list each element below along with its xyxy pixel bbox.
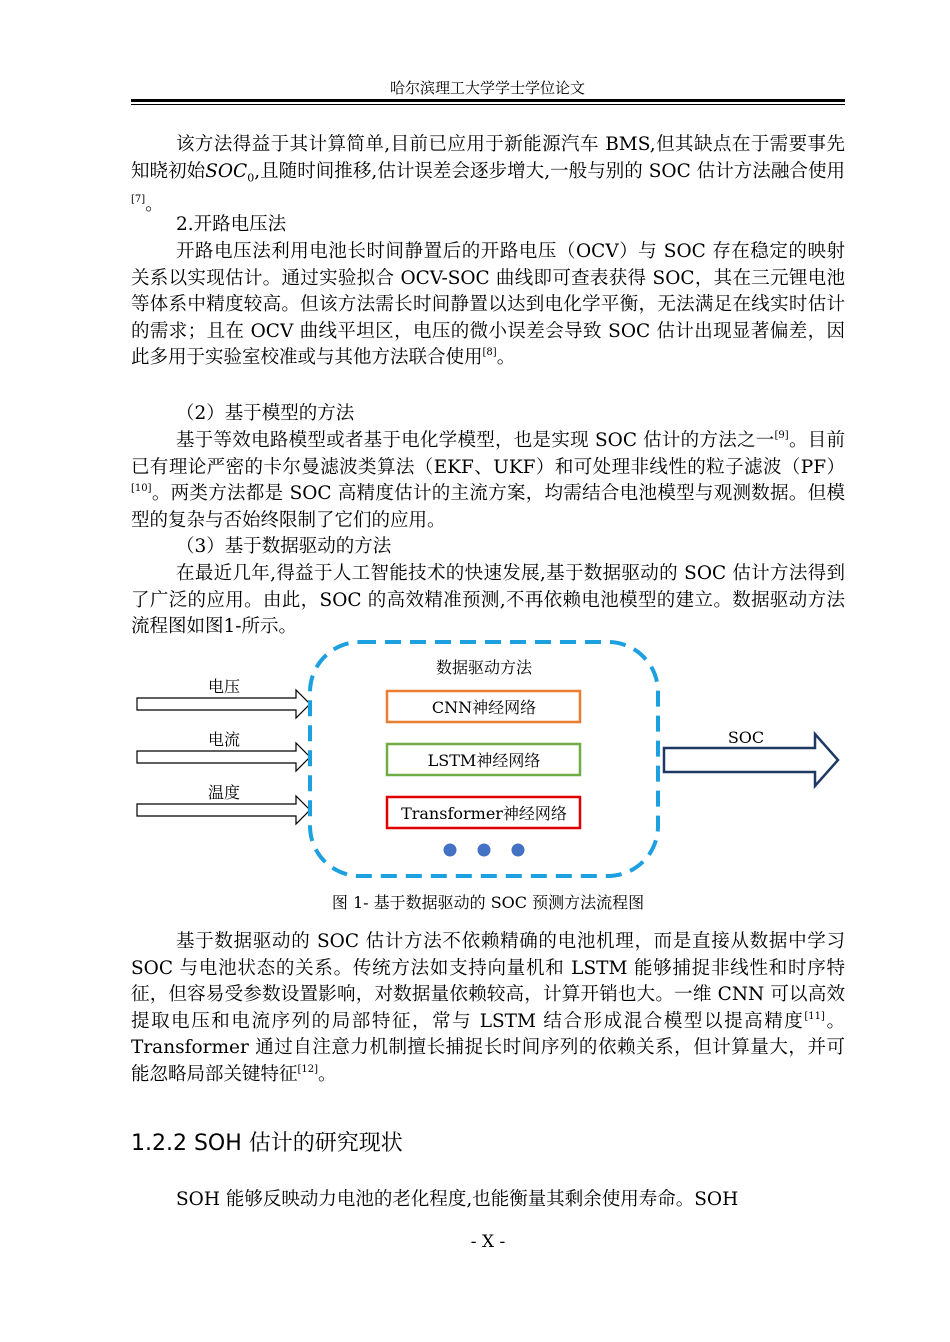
input-label-current: 电流	[207, 730, 241, 749]
figure-caption: 图 1- 基于数据驱动的 SOC 预测方法流程图	[331, 893, 645, 912]
ellipsis-dot	[478, 844, 491, 857]
citation: [10]	[131, 483, 152, 494]
paragraph-2: 开路电压法利用电池长时间静置后的开路电压（OCV）与 SOC 存在稳定的映射关系以实现估计。通过实验拟合 OCV-SOC 曲线即可查表获得 SOC，其在三元锂电池等体系中精度较高。但该方法需长时间静置以达到电化学平衡，无法满足在线实时估计的需求；且在 OCV 曲线平坦区，电压的微小误差会导致 SOC 估计出现显著偏差，因此多用于实验室校准或与其他方法联合使用[8]。	[131, 241, 845, 368]
ellipsis-dot	[512, 844, 525, 857]
input-label-voltage: 电压	[207, 677, 241, 696]
citation: [9]	[774, 430, 789, 441]
output-label-soc: SOC	[727, 728, 765, 747]
paragraph-6: SOH 能够反映动力电池的老化程度,也能衡量其剩余使用寿命。SOH	[176, 1189, 739, 1210]
subheading-model-method: （2）基于模型的方法	[176, 403, 355, 424]
transformer-label: Transformer神经网络	[401, 804, 567, 823]
ellipsis-dot	[444, 844, 457, 857]
page-number: - X -	[470, 1232, 506, 1252]
citation: [12]	[297, 1063, 319, 1075]
subheading-ocv: 2.开路电压法	[176, 214, 287, 235]
paragraph-5: 基于数据驱动的 SOC 估计方法不依赖精确的电池机理，而是直接从数据中学习 SOC 与电池状态的关系。传统方法如支持向量机和 LSTM 能够捕捉非线性和时序特征，但容易受参数设置影响，对数据量依赖较高，计算开销也大。一维 CNN 可以高效提取电压和电流序列的局部特征，常与 LSTM 结合形成混合模型以提高精度[11]。Transformer 通过自注意力机制擅长捕捉长时间序列的依赖关系，但计算量大，并可能忽略局部关键特征[12]。	[131, 931, 845, 1085]
citation: [7]	[131, 193, 146, 205]
p1-text-before: 该方法得益于其计算简单,目前已应用于新能源汽车 BMS,但其缺点在于需要事先知晓初始	[131, 134, 845, 182]
lstm-label: LSTM神经网络	[427, 751, 541, 770]
p1-text-after: ,且随时间推移,估计误差会逐步增大,一般与别的 SOC 估计方法融合使用	[254, 160, 845, 182]
section-heading: 1.2.2 SOH 估计的研究现状	[131, 1131, 403, 1156]
subheading-data-driven: （3）基于数据驱动的方法	[176, 536, 392, 557]
soc0-formula: $SOC_0$	[205, 160, 255, 185]
citation: [11]	[804, 1010, 825, 1022]
input-label-temperature: 温度	[207, 783, 241, 802]
paragraph-4: 在最近几年,得益于人工智能技术的快速发展,基于数据驱动的 SOC 估计方法得到了广泛的应用。由此，SOC 的高效精准预测,不再依赖电池模型的建立。数据驱动方法流程图如图1-所示。	[131, 563, 845, 637]
running-header: 哈尔滨理工大学学士学位论文	[389, 79, 585, 97]
cnn-label: CNN神经网络	[431, 698, 537, 717]
paragraph-3: 基于等效电路模型或者基于电化学模型，也是实现 SOC 估计的方法之一[9]。目前已有理论严密的卡尔曼滤波类算法（EKF、UKF）和可处理非线性的粒子滤波（PF）[10]。两类方法都是 SOC 高精度估计的主流方案，均需结合电池模型与观测数据。但模型的复杂与否始终限制了它们的应用。	[131, 430, 845, 531]
paragraph-1: 该方法得益于其计算简单,目前已应用于新能源汽车 BMS,但其缺点在于需要事先知晓初始$SOC_0$,且随时间推移,估计误差会逐步增大,一般与别的 SOC 估计方法融合使用[7]。	[131, 134, 845, 215]
container-title: 数据驱动方法	[435, 658, 533, 677]
citation: [8]	[482, 347, 497, 358]
